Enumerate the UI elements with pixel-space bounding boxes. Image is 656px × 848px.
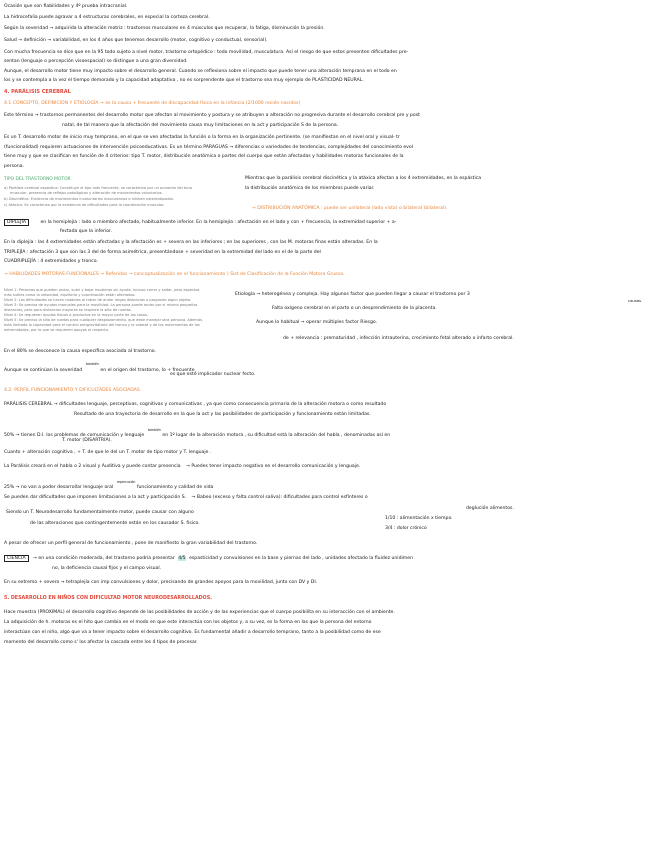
note-line: Aunque, el desarrollo motor tiene muy impacto sobre el desarrollo general. Cuando se reflexiona sobre el impacto que puede tener una alteración temprana en el todo en	[4, 69, 397, 74]
note-line: persona.	[4, 164, 25, 169]
note-line: En el 80% se desconoce la causa específica asociada al trastorno.	[4, 349, 156, 354]
note-text: → Puedes tener impacto negativo en el desarrollo comunicación y lenguaje.	[186, 464, 361, 469]
note-line: TRIPLEJÍA : afectación 3 que son las 3 del de forma asimétrica, presentándose + severidad en la extremidad del lado en el de la parte del	[4, 250, 321, 255]
subsection-heading	[4, 101, 300, 106]
nivel-item: Nivel 3: Se precisa de ayudas manuales para la movilidad. La persona puede andar por si misma pequeñas	[4, 303, 198, 307]
note-text: en el origen del trastorno, lo + frecuente	[100, 368, 195, 373]
note-line: En la diplejía : las 4 extremidades están afectadas y la afectación es + severa en las inferiores ; en las superiores , con las M. motoras finas están alteradas. En la	[4, 240, 378, 245]
note-line: deglución alimentos.	[466, 506, 514, 511]
note-line: Salud → definición → variabilidad, en los 4 años que tenemos desarrollo (motor, cognitivo y conductual, sensorial).	[4, 38, 268, 43]
note-text: Aunque se continúan la severidad	[4, 368, 83, 373]
highlight-mark: 4/5	[178, 556, 186, 561]
note-text: en la hemiplejía : lado o miembro afectado, habitualmente inferior. En la hemiplejía : afectación en el lado y con + frecuencia, la extremidad superior + a-	[40, 220, 397, 225]
note-line: causas	[628, 298, 642, 303]
note-line	[4, 464, 360, 469]
note-line: Aunque lo habitual → operar múltiples factor Riesgo.	[256, 320, 378, 325]
nivel-item: está limitada la capacidad para el control antigravitatorio del tronco y la cabeza y de los movimientos de las	[4, 323, 200, 327]
note-line: La hidrocefalia puede agravar a 4 estructuras cerebrales, en especial la corteza cerebral.	[4, 15, 210, 20]
note-line: de + relevancia : prematuridad , infección intrauterina, crecimiento fetal alterado o infarto cerebral.	[283, 336, 514, 341]
note-annotation: repercusión	[116, 480, 136, 484]
note-line: CUADRIPLEJÍA : 4 extremidades y tronco.	[4, 259, 98, 264]
note-line	[4, 362, 195, 373]
note-text: Babeo (exceso y falta control saliva): dificultades para control esfínteres o	[196, 495, 368, 500]
nivel-item: Nivel 1: Personas que pueden andar, subir y bajar escaleras sin ayuda, incluso correr y saltar, pero aspectos	[4, 288, 200, 292]
subsection-heading-text: 4.2. PERFIL FUNCIONAMIENTO Y DIFICULTADES ASOCIADAS.	[4, 388, 142, 393]
note-line	[4, 556, 413, 561]
note-line: no, la deficiencia causal fijos y el campo visual.	[52, 566, 162, 571]
note-line	[4, 495, 368, 500]
tipo-item: b) Discinética: Evidencia de movimientos involuntarios involuntarios e inhiben estereotipados.	[4, 197, 175, 201]
note-text: La Parálisis creará en el habla o 2 visual y Auditiva y puede contar presencia	[4, 464, 181, 469]
arrow-glyph: →	[191, 495, 196, 500]
subsection-heading	[4, 388, 141, 393]
note-line: Con mucha frecuencia se dice que en la 95 todo sujeto a nivel motor, trastorno ortopédico : todo movilidad, musculatura. Así el riesgo de que estos presenten dificultades pre-	[4, 50, 409, 55]
note-line: sentan (lenguaje o percepción visoespacial) se distingue a una gran diversidad.	[4, 59, 188, 64]
tipo-item: muscular, presencia de reflejos patológicos y alteración de movimientos voluntarios.	[10, 191, 163, 195]
tipo-item: a) Parálisis cerebral espástica: Constituye el tipo más frecuente, se caracteriza por un aumento del tono	[4, 186, 192, 190]
note-line: fectada que la inferior.	[60, 229, 112, 234]
hab-heading	[4, 272, 345, 277]
note-line: 1/10 : alimentación x tiempo.	[385, 516, 453, 521]
note-line: Hace muestra (PROXIMAL) el desarrollo cognitivo depende de las posibilidades de acción y de las experiencias que el cuerpo posibilita en su interacción con el ambiente.	[4, 610, 395, 615]
note-text: Se pueden dar dificultades que imponen limitaciones a la act y participación S.	[4, 495, 187, 500]
note-text: espasticidad y convulsiones en la base y piernas del lado , unidades afectado la fluidez unidimen	[189, 556, 413, 561]
note-line: Falta oxígeno cerebral en el parto o un desprendimiento de la placenta.	[272, 306, 437, 311]
ciencia-box: CIENCIA	[4, 555, 29, 562]
note-line	[4, 428, 390, 438]
section-heading: 5. DESARROLLO EN NIÑOS CON DIFICULTAD MOTOR NEURODESARROLLADOS.	[4, 596, 213, 601]
note-line	[4, 220, 396, 225]
nivel-item: Nivel 2: Las dificultades se hacen notables al tratar de andar largas distancias o pargando algún objeto.	[4, 298, 192, 302]
note-line: (funcionalidad) requieren actuaciones de intervención psicoeducativas. Es un término PARAGUAS → diferencias o variedades de tendencias, complejidades del conocimiento evol	[4, 145, 413, 150]
note-line: En su extremo + severo → tetraplejía con imp convulsiones y dolor, precisando de grandes apoyos para la movilidad, junto con DV y DI.	[4, 580, 318, 585]
note-line: Según la severidad → adquirida la alteración motriz : trastornos musculares en 4 músculos que recuperar, la fatiga, disminución la presión.	[4, 26, 325, 31]
note-text: funcionamiento y calidad de vida	[136, 485, 214, 490]
note-line: Resultado de una trayectoria de desarrollo en la que la act y las posibilidades de participación y funcionamiento están limitadas.	[74, 412, 371, 417]
note-line: natal, de tal manera que la afectación del movimiento causa muy limitaciones en la act y participación S de la persona.	[62, 123, 339, 128]
note-line: momento del desarrollo como s' los afectar la cascada entre los 4 tipos de procesar.	[4, 640, 198, 645]
note-line: Cuanto + alteración cognitiva , + T. de que le del un T. motor de tipo motor y T. lenguaje .	[4, 450, 212, 455]
note-line: Siendo un T. Neurodesarrollo fundamentalmente motor, puede causar con alguno	[6, 510, 194, 515]
nivel-item: Nivel 5: Se precisa la silla de ruedas para cualquier desplazamiento, que debe manejar otra persona. Además,	[4, 318, 204, 322]
subsection-heading-text: 4.1 CONCEPTO, DEFINICIÓN Y ETIOLOGÍA → es la causa + frecuente de discapacidad física en la infancia (2/1000 recién nacidos)	[4, 101, 301, 106]
tipo-item: c) Atáxica: Se caracteriza por la existencia de dificultades para la coordinación muscular.	[4, 203, 165, 207]
note-line: T. motor (DISARTRIA).	[62, 438, 112, 443]
nivel-item: extremidades, por lo que se requieren apoyos al respecto.	[4, 328, 109, 332]
nivel-item: Nivel 4: Se requieren ayudas físicas o productos en la mayor parte de los casos.	[4, 313, 149, 317]
nivel-item: distancias, pero para distancias mayores se requiere la silla de ruedas.	[4, 308, 132, 312]
section-heading: 4. PARÁLISIS CEREBRAL	[4, 89, 71, 95]
note-text: 25% → no van a poder desarrollar lenguaje oral	[4, 485, 114, 490]
note-line: 3/4 : dolor crónico	[385, 526, 427, 531]
dist-heading	[252, 206, 448, 211]
note-annotation: también	[85, 362, 99, 366]
note-line: Este término → trastornos permanentes del desarrollo motor que afectan al movimiento y postura y se atribuyen a alteración no progresiva durante el desarrollo cerebral pre y post	[4, 113, 420, 118]
note-line: los y se contempla a la vez el tiempo demorado y la capacidad adaptativa , no es sorprendente que el trastorno sea muy ejemplo de PLASTICIDAD NEURAL.	[4, 78, 364, 83]
note-annotation: también	[147, 428, 161, 432]
note-text: 50% → tienen D.I. los problemas de comunicación y lenguaje	[4, 433, 145, 438]
hab-heading-text: → HABILIDADES MOTORAS FUNCIONALES → Referidas → conceptualización en el funcionamiento ) Sist de Clasificación de la Función Motora Gruesa.	[4, 272, 345, 277]
note-line: La adquisición de h. motoras es el hito que cambia en el modo en que este interactúa con los objetos y, a su vez, es la forma en las que la persona del entorno	[4, 620, 372, 625]
note-text: → en una condición moderada, del trastorno podría presentar	[33, 556, 175, 561]
note-line: es que esté implicador nuclear fecto.	[170, 372, 256, 377]
tipo-heading: TIPO DEL TRASTORNO MOTOR	[4, 177, 71, 182]
note-line	[4, 480, 213, 490]
note-text: en 1º lugar de la alteración motora , su dificultad está la alteración del habla , denominadas así en	[162, 433, 391, 438]
note-line: Es un T. desarrollo motor de inicio muy temprano, en el que se ven afectadas la función o la forma en la organización pertinente. (se manifiestan en el nivel oral y visual- tr	[4, 135, 400, 140]
note-line: Ocasión que son fiabilidades y 4º prueba intracranial.	[4, 4, 128, 9]
diplejia-box: DIPLEJÍA	[4, 219, 29, 226]
note-line: interactúan con el niño, algo que va a tener impacto sobre el desarrollo cognitivo. Es fundamental añadir a desarrollo temprano, tanto a la posibilidad como de ese	[4, 630, 381, 635]
note-line: PARÁLISIS CEREBRAL → dificultades lenguaje, perceptivas, cognitivas y comunicativas , ya que como consecuencia primaria de la alteración motora o como resultado	[4, 402, 387, 407]
note-line: de las alteraciones que contingentemente están en los causador S. físico.	[30, 521, 200, 526]
nivel-item: más sutiles como la velocidad, equilibrio y coordinación están afectados.	[4, 293, 136, 297]
note-line: Mientras que la parálisis cerebral discinética y la atáxica afectan a los 4 extremidades, en la espástica	[245, 176, 482, 181]
note-line: la distribución anatómica de los miembros puede variar.	[245, 186, 375, 191]
dist-heading-text: → DISTRIBUCIÓN ANATÓMICA : puede ser unilateral (lado vista) o bilateral (bilateral).	[252, 206, 448, 211]
note-line: Etiología → heterogénea y compleja. Hay algunos factor que pueden llegar a causar el trastorno por 3	[235, 292, 470, 297]
note-line: tiene muy y que se clasifican en función de 4 criterios: tipo T. motor, distribución anatómica o partes del cuerpo que están afectadas y habilidades motoras funcionales de la	[4, 154, 404, 159]
note-line: A pesar de ofrecer un perfil general de funcionamiento , pone de manifiesto la gran variabilidad del trastorno.	[4, 541, 258, 546]
